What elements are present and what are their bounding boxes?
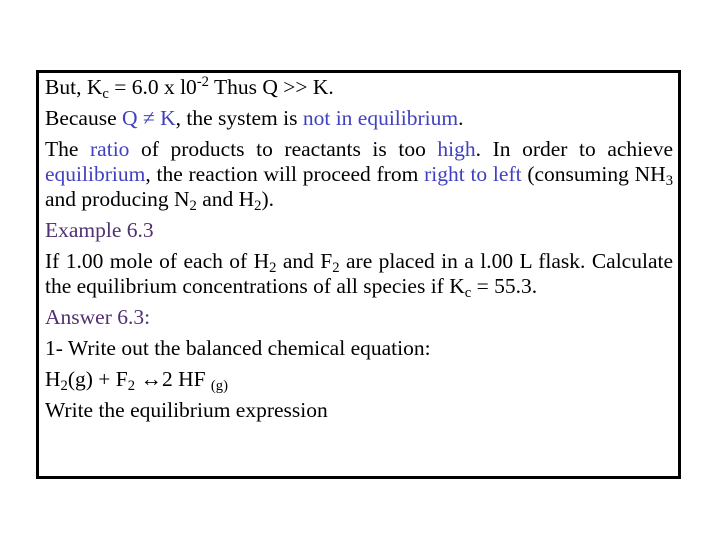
paragraph-example: If 1.00 mole of each of $H_2$ and $F_2$ are placed in a l.00 L flask. Calculate the equilibrium concentrations of all species if $K_c = 55.3$. <box>45 249 673 302</box>
chemical-equation: $H_2(g) + F_2$ ↔2 HF $_{(g)}$ <box>45 367 228 395</box>
example-heading: Example 6.3 <box>45 218 154 242</box>
answer-heading: Answer 6.3: <box>45 305 151 329</box>
paragraph-ratio: The ratio of products to reactants is too high. In order to achieve equilibrium, the reaction will proceed from right to left (consuming $NH_3$ and producing $N_2$ and $H_2$). <box>45 137 674 215</box>
step-equilibrium-expression: Write the equilibrium expression <box>45 398 328 422</box>
step-balanced-equation: 1- Write out the balanced chemical equation: <box>45 336 431 360</box>
content-box <box>36 70 681 479</box>
line-not-equilibrium: Because Q ≠ K, the system is not in equilibrium. <box>45 106 464 130</box>
line-kc-value: But, $K_c = 6.0$ x $l0^{-2}$ Thus Q >> K. <box>45 73 334 103</box>
